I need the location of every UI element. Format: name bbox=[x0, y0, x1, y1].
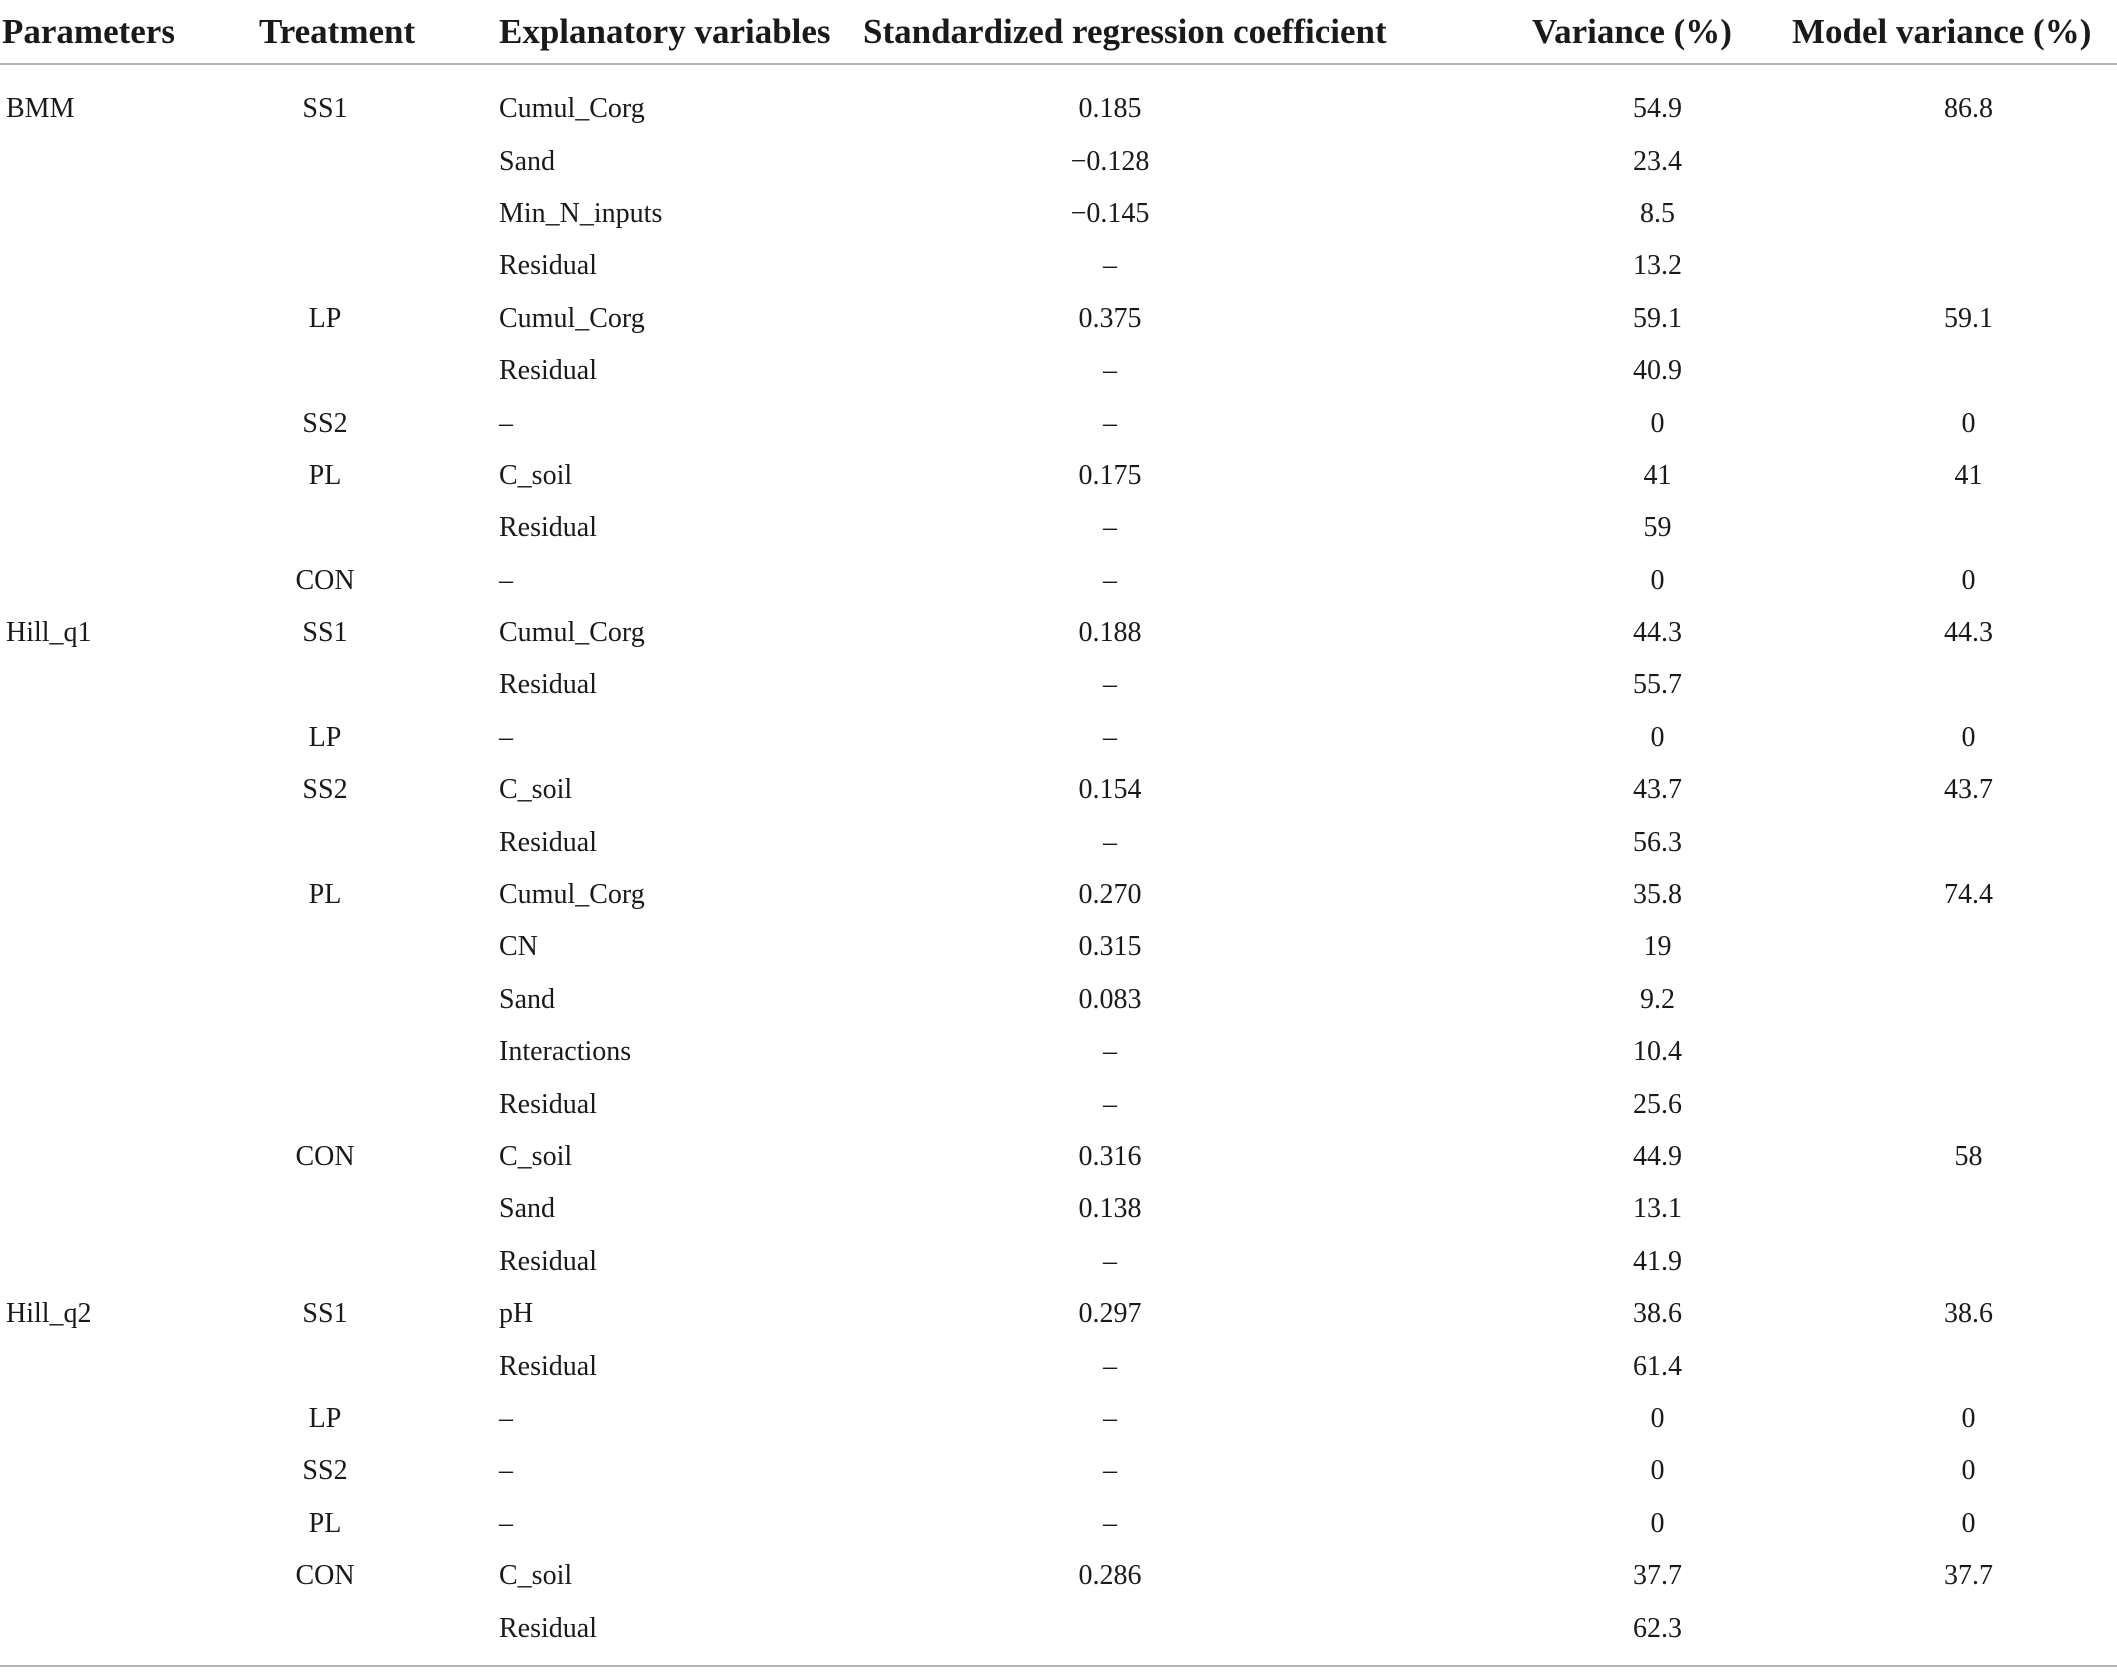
parameter-cell bbox=[0, 1445, 245, 1497]
treatment-cell bbox=[245, 502, 445, 554]
model-variance-cell: 37.7 bbox=[1944, 1560, 1993, 1592]
variance-cell: 0 bbox=[1650, 1402, 1665, 1434]
explanatory-variable-cell: CN bbox=[499, 931, 538, 963]
coefficient-cell: 0.185 bbox=[1078, 93, 1142, 125]
table-row bbox=[0, 869, 2117, 921]
coefficient-cell: – bbox=[1103, 1088, 1117, 1120]
table-row bbox=[0, 240, 2117, 292]
variance-cell: 40.9 bbox=[1633, 355, 1682, 387]
parameter-cell bbox=[0, 816, 245, 868]
explanatory-variable-cell: C_soil bbox=[499, 1141, 573, 1172]
variance-cell: 9.2 bbox=[1640, 983, 1675, 1015]
variance-cell: 13.2 bbox=[1633, 250, 1682, 282]
explanatory-variable-cell: – bbox=[499, 564, 513, 596]
header-standardized-coefficient: Standardized regression coefficient bbox=[855, 0, 1425, 64]
model-variance-cell: 0 bbox=[1961, 1402, 1976, 1434]
model-variance-cell bbox=[1760, 345, 2117, 397]
table-row bbox=[0, 1602, 2117, 1665]
parameter-cell bbox=[0, 1131, 245, 1183]
table-row bbox=[0, 1078, 2117, 1130]
coefficient-cell: 0.154 bbox=[1078, 774, 1142, 806]
parameter-cell: Hill_q1 bbox=[6, 617, 92, 649]
table-row bbox=[0, 345, 2117, 397]
coefficient-cell: – bbox=[1103, 826, 1117, 858]
variance-cell: 37.7 bbox=[1633, 1560, 1682, 1592]
variance-cell: 0 bbox=[1650, 1455, 1665, 1487]
treatment-cell: PL bbox=[308, 879, 342, 911]
model-variance-cell: 58 bbox=[1954, 1141, 1983, 1172]
model-variance-cell: 0 bbox=[1961, 1455, 1976, 1487]
explanatory-variable-cell: – bbox=[499, 1507, 513, 1539]
coefficient-cell: – bbox=[1103, 512, 1117, 544]
variance-cell: 44.3 bbox=[1633, 617, 1682, 649]
variance-cell: 54.9 bbox=[1633, 93, 1682, 125]
coefficient-cell: 0.188 bbox=[1078, 617, 1142, 649]
table-row bbox=[0, 1288, 2117, 1340]
model-variance-cell bbox=[1760, 1183, 2117, 1235]
table-row bbox=[0, 1236, 2117, 1288]
table-row bbox=[0, 816, 2117, 868]
treatment-cell: LP bbox=[308, 1402, 342, 1434]
model-variance-cell: 43.7 bbox=[1944, 774, 1993, 806]
coefficient-cell: 0.083 bbox=[1078, 983, 1142, 1015]
explanatory-variable-cell: Min_N_inputs bbox=[499, 197, 663, 229]
table-row bbox=[0, 1393, 2117, 1445]
coefficient-cell: – bbox=[1103, 1507, 1117, 1539]
coefficient-cell: −0.128 bbox=[1070, 145, 1150, 177]
variance-cell: 13.1 bbox=[1633, 1193, 1682, 1225]
explanatory-variable-cell: – bbox=[499, 1455, 513, 1487]
parameter-cell bbox=[0, 1236, 245, 1288]
parameter-cell bbox=[0, 397, 245, 449]
header-parameters: Parameters bbox=[0, 0, 245, 64]
model-variance-cell bbox=[1760, 1236, 2117, 1288]
model-variance-cell: 0 bbox=[1961, 1507, 1976, 1539]
explanatory-variable-cell: Residual bbox=[499, 355, 597, 387]
treatment-cell bbox=[245, 1340, 445, 1392]
coefficient-cell: – bbox=[1103, 721, 1117, 753]
treatment-cell: SS2 bbox=[302, 774, 348, 806]
model-variance-cell: 44.3 bbox=[1944, 617, 1993, 649]
variance-cell: 0 bbox=[1650, 407, 1665, 439]
parameter-cell bbox=[0, 712, 245, 764]
table-row bbox=[0, 1026, 2117, 1078]
table-row bbox=[0, 1550, 2117, 1602]
model-variance-cell: 38.6 bbox=[1944, 1298, 1993, 1330]
parameter-cell: BMM bbox=[6, 93, 75, 125]
explanatory-variable-cell: Residual bbox=[499, 669, 597, 701]
treatment-cell: CON bbox=[295, 1141, 355, 1172]
treatment-cell bbox=[245, 1236, 445, 1288]
parameter-cell bbox=[0, 1026, 245, 1078]
parameter-cell bbox=[0, 1393, 245, 1445]
variance-cell: 35.8 bbox=[1633, 879, 1682, 911]
parameter-cell bbox=[0, 659, 245, 711]
table-row bbox=[0, 1445, 2117, 1497]
variance-cell: 41 bbox=[1643, 459, 1672, 491]
variance-cell: 38.6 bbox=[1633, 1298, 1682, 1330]
model-variance-cell: 0 bbox=[1961, 721, 1976, 753]
explanatory-variable-cell: C_soil bbox=[499, 1560, 573, 1592]
parameter-cell bbox=[0, 869, 245, 921]
treatment-cell bbox=[245, 345, 445, 397]
parameter-cell bbox=[0, 1340, 245, 1392]
explanatory-variable-cell: – bbox=[499, 721, 513, 753]
table-row bbox=[0, 135, 2117, 187]
explanatory-variable-cell: Residual bbox=[499, 512, 597, 544]
model-variance-cell bbox=[1760, 188, 2117, 240]
table-row bbox=[0, 974, 2117, 1026]
coefficient-cell: – bbox=[1103, 1245, 1117, 1277]
model-variance-cell: 0 bbox=[1961, 564, 1976, 596]
treatment-cell: LP bbox=[308, 302, 342, 334]
parameter-cell bbox=[0, 240, 245, 292]
explanatory-variable-cell: Residual bbox=[445, 1602, 855, 1665]
parameter-cell bbox=[0, 1602, 245, 1665]
model-variance-cell bbox=[1760, 974, 2117, 1026]
explanatory-variable-cell: Residual bbox=[499, 1350, 597, 1382]
variance-cell: 19 bbox=[1643, 931, 1672, 963]
treatment-cell: SS1 bbox=[302, 93, 348, 125]
table-row bbox=[0, 1131, 2117, 1183]
model-variance-cell bbox=[1760, 240, 2117, 292]
coefficient-cell: – bbox=[1103, 1402, 1117, 1434]
coefficient-cell: – bbox=[1103, 669, 1117, 701]
coefficient-cell bbox=[855, 1602, 1425, 1665]
explanatory-variable-cell: – bbox=[499, 1402, 513, 1434]
coefficient-cell: 0.270 bbox=[1078, 879, 1142, 911]
treatment-cell: CON bbox=[295, 564, 355, 596]
variance-cell: 55.7 bbox=[1633, 669, 1682, 701]
variance-cell: 41.9 bbox=[1633, 1245, 1682, 1277]
treatment-cell bbox=[245, 1078, 445, 1130]
model-variance-cell bbox=[1760, 502, 2117, 554]
table-row bbox=[0, 450, 2117, 502]
explanatory-variable-cell: – bbox=[499, 407, 513, 439]
treatment-cell bbox=[245, 1183, 445, 1235]
header-treatment: Treatment bbox=[245, 0, 445, 64]
coefficient-cell: 0.175 bbox=[1078, 459, 1142, 491]
explanatory-variable-cell: C_soil bbox=[499, 774, 573, 806]
parameter-cell: Hill_q2 bbox=[6, 1298, 92, 1330]
model-variance-cell bbox=[1760, 921, 2117, 973]
variance-cell: 43.7 bbox=[1633, 774, 1682, 806]
table-header bbox=[0, 0, 2117, 64]
table-row bbox=[0, 1183, 2117, 1235]
model-variance-cell bbox=[1760, 816, 2117, 868]
variance-cell: 0 bbox=[1650, 564, 1665, 596]
variance-cell: 8.5 bbox=[1640, 197, 1675, 229]
model-variance-cell bbox=[1760, 1340, 2117, 1392]
variance-cell: 25.6 bbox=[1633, 1088, 1682, 1120]
coefficient-cell: – bbox=[1103, 1350, 1117, 1382]
treatment-cell: SS2 bbox=[302, 1455, 348, 1487]
explanatory-variable-cell: C_soil bbox=[499, 459, 573, 491]
coefficient-cell: 0.138 bbox=[1078, 1193, 1142, 1225]
parameter-cell bbox=[0, 450, 245, 502]
treatment-cell: SS1 bbox=[302, 617, 348, 649]
coefficient-cell: 0.315 bbox=[1078, 931, 1142, 963]
treatment-cell bbox=[245, 974, 445, 1026]
treatment-cell bbox=[245, 1602, 445, 1665]
coefficient-cell: – bbox=[1103, 250, 1117, 282]
model-variance-cell: 41 bbox=[1954, 459, 1983, 491]
parameter-cell bbox=[0, 1078, 245, 1130]
explanatory-variable-cell: Residual bbox=[499, 826, 597, 858]
table-row bbox=[0, 659, 2117, 711]
model-variance-cell bbox=[1760, 1602, 2117, 1665]
parameter-cell bbox=[0, 188, 245, 240]
parameter-cell bbox=[0, 1498, 245, 1550]
parameter-cell bbox=[0, 502, 245, 554]
header-row bbox=[0, 0, 2117, 64]
treatment-cell: PL bbox=[308, 459, 342, 491]
table-row bbox=[0, 555, 2117, 607]
treatment-cell bbox=[245, 1026, 445, 1078]
parameter-cell bbox=[0, 135, 245, 187]
variance-cell: 44.9 bbox=[1633, 1141, 1682, 1172]
explanatory-variable-cell: Cumul_Corg bbox=[499, 93, 645, 125]
table-row bbox=[0, 1498, 2117, 1550]
table-row bbox=[0, 64, 2117, 135]
model-variance-cell bbox=[1760, 1078, 2117, 1130]
coefficient-cell: 0.297 bbox=[1078, 1298, 1142, 1330]
explanatory-variable-cell: Residual bbox=[499, 250, 597, 282]
table-row bbox=[0, 188, 2117, 240]
header-variance: Variance (%) bbox=[1425, 0, 1760, 64]
treatment-cell bbox=[245, 135, 445, 187]
explanatory-variable-cell: Sand bbox=[499, 983, 555, 1015]
parameter-cell bbox=[0, 293, 245, 345]
coefficient-cell: – bbox=[1103, 564, 1117, 596]
model-variance-cell: 59.1 bbox=[1944, 302, 1993, 334]
table-body bbox=[0, 64, 2117, 1666]
model-variance-cell bbox=[1760, 135, 2117, 187]
parameter-cell bbox=[0, 345, 245, 397]
table-row bbox=[0, 502, 2117, 554]
parameter-cell bbox=[0, 1550, 245, 1602]
treatment-cell bbox=[245, 240, 445, 292]
variance-cell: 59 bbox=[1643, 512, 1672, 544]
table-row bbox=[0, 712, 2117, 764]
treatment-cell: SS2 bbox=[302, 407, 348, 439]
treatment-cell bbox=[245, 921, 445, 973]
header-model-variance: Model variance (%) bbox=[1760, 0, 2117, 64]
parameter-cell bbox=[0, 921, 245, 973]
model-variance-cell bbox=[1760, 1026, 2117, 1078]
explanatory-variable-cell: Cumul_Corg bbox=[499, 302, 645, 334]
coefficient-cell: −0.145 bbox=[1070, 197, 1150, 229]
model-variance-cell: 0 bbox=[1961, 407, 1976, 439]
coefficient-cell: 0.286 bbox=[1078, 1560, 1142, 1592]
parameter-cell bbox=[0, 555, 245, 607]
parameter-cell bbox=[0, 1183, 245, 1235]
table-row bbox=[0, 921, 2117, 973]
header-explanatory-variables: Explanatory variables bbox=[445, 0, 855, 64]
variance-cell: 62.3 bbox=[1425, 1602, 1760, 1665]
coefficient-cell: – bbox=[1103, 1455, 1117, 1487]
coefficient-cell: 0.375 bbox=[1078, 302, 1142, 334]
table-row bbox=[0, 293, 2117, 345]
treatment-cell: PL bbox=[308, 1507, 342, 1539]
model-variance-cell: 86.8 bbox=[1944, 93, 1993, 125]
treatment-cell bbox=[245, 188, 445, 240]
parameter-cell bbox=[0, 974, 245, 1026]
coefficient-cell: – bbox=[1103, 407, 1117, 439]
coefficient-cell: – bbox=[1103, 355, 1117, 387]
variance-cell: 0 bbox=[1650, 1507, 1665, 1539]
explanatory-variable-cell: Interactions bbox=[499, 1036, 632, 1068]
table-row bbox=[0, 1340, 2117, 1392]
parameter-cell bbox=[0, 764, 245, 816]
explanatory-variable-cell: Cumul_Corg bbox=[499, 617, 645, 649]
variance-cell: 23.4 bbox=[1633, 145, 1682, 177]
model-variance-cell: 74.4 bbox=[1944, 879, 1993, 911]
coefficient-cell: 0.316 bbox=[1078, 1141, 1142, 1172]
coefficient-cell: – bbox=[1103, 1036, 1117, 1068]
table-row bbox=[0, 397, 2117, 449]
variance-cell: 61.4 bbox=[1633, 1350, 1682, 1382]
explanatory-variable-cell: pH bbox=[499, 1298, 534, 1330]
model-variance-cell bbox=[1760, 659, 2117, 711]
table-row bbox=[0, 607, 2117, 659]
variance-cell: 10.4 bbox=[1633, 1036, 1682, 1068]
variance-cell: 56.3 bbox=[1633, 826, 1682, 858]
variance-cell: 59.1 bbox=[1633, 302, 1682, 334]
treatment-cell: LP bbox=[308, 721, 342, 753]
treatment-cell: CON bbox=[295, 1560, 355, 1592]
explanatory-variable-cell: Sand bbox=[499, 145, 555, 177]
variance-cell: 0 bbox=[1650, 721, 1665, 753]
explanatory-variable-cell: Sand bbox=[499, 1193, 555, 1225]
explanatory-variable-cell: Residual bbox=[499, 1245, 597, 1277]
treatment-cell bbox=[245, 659, 445, 711]
explanatory-variable-cell: Cumul_Corg bbox=[499, 879, 645, 911]
table-row bbox=[0, 764, 2117, 816]
explanatory-variable-cell: Residual bbox=[499, 1088, 597, 1120]
treatment-cell bbox=[245, 816, 445, 868]
treatment-cell: SS1 bbox=[302, 1298, 348, 1330]
